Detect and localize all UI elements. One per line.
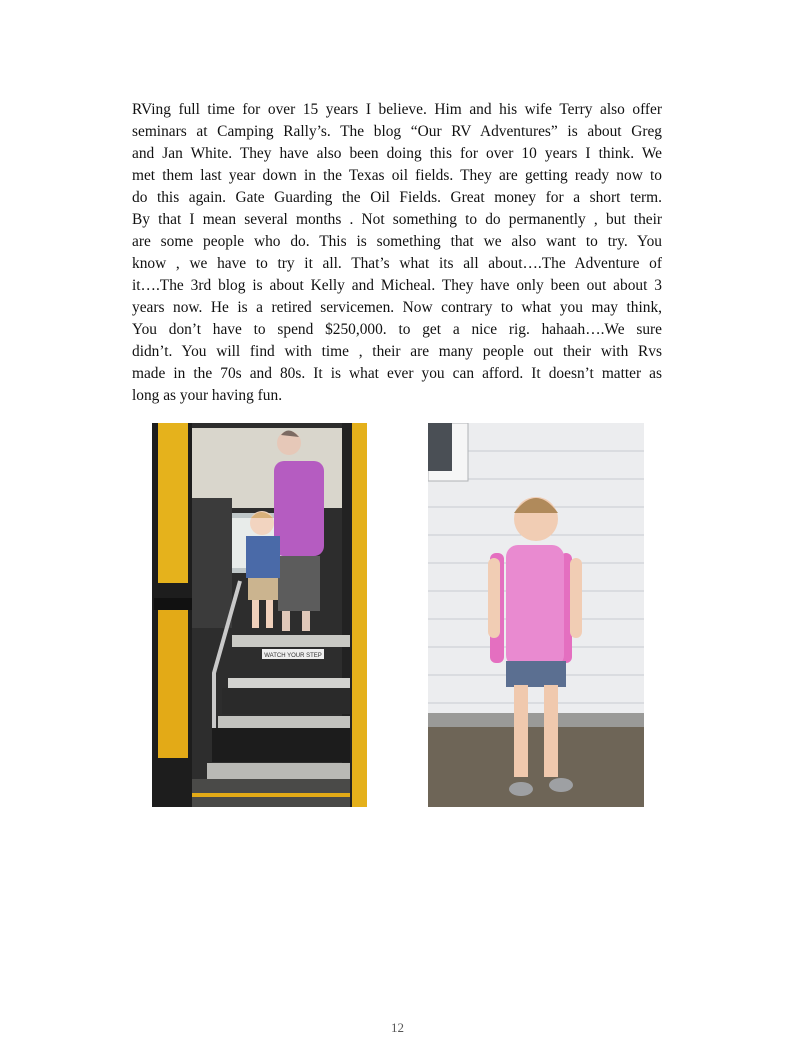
text-line: By that I mean several months . Not something to do permanently , but their	[132, 211, 662, 228]
text-line: RVing full time for over 15 years I believe. Him and his wife Terry also offer	[132, 101, 662, 118]
text-line: it….The 3rd blog is about Kelly and Micheal. They have only been out about 3	[132, 277, 662, 294]
bus-steps-photo	[152, 423, 367, 807]
text-line: and Jan White. They have also been doing this for over 10 years I think. We	[132, 145, 662, 162]
page-number: 12	[391, 1020, 404, 1035]
girl-backpack-photo	[428, 423, 644, 807]
text-line: You don’t have to spend $250,000. to get a nice rig. hahaah….We sure	[132, 321, 662, 338]
text-line: years now. He is a retired servicemen. Now contrary to what you may think,	[132, 299, 662, 316]
text-line: made in the 70s and 80s. It is what ever you can afford. It doesn’t matter as	[132, 365, 662, 382]
text-line: met them last year down in the Texas oil fields. They are getting ready now to	[132, 167, 662, 184]
bus-steps-illustration	[152, 423, 367, 807]
text-line: didn’t. You will find with time , their are many people out their with Rvs	[132, 343, 662, 360]
text-line: do this again. Gate Guarding the Oil Fields. Great money for a short term.	[132, 189, 662, 206]
text-line: long as your having fun.	[132, 387, 283, 404]
girl-backpack-illustration	[428, 423, 644, 807]
body-text	[132, 99, 662, 407]
text-line: know , we have to try it all. That’s what its all about….The Adventure of	[132, 255, 662, 272]
text-line: are some people who do. This is something that we also want to try. You	[132, 233, 662, 250]
bus-sign-text: WATCH YOUR STEP	[264, 653, 322, 659]
text-line: seminars at Camping Rally’s. The blog “Our RV Adventures” is about Greg	[132, 123, 662, 140]
